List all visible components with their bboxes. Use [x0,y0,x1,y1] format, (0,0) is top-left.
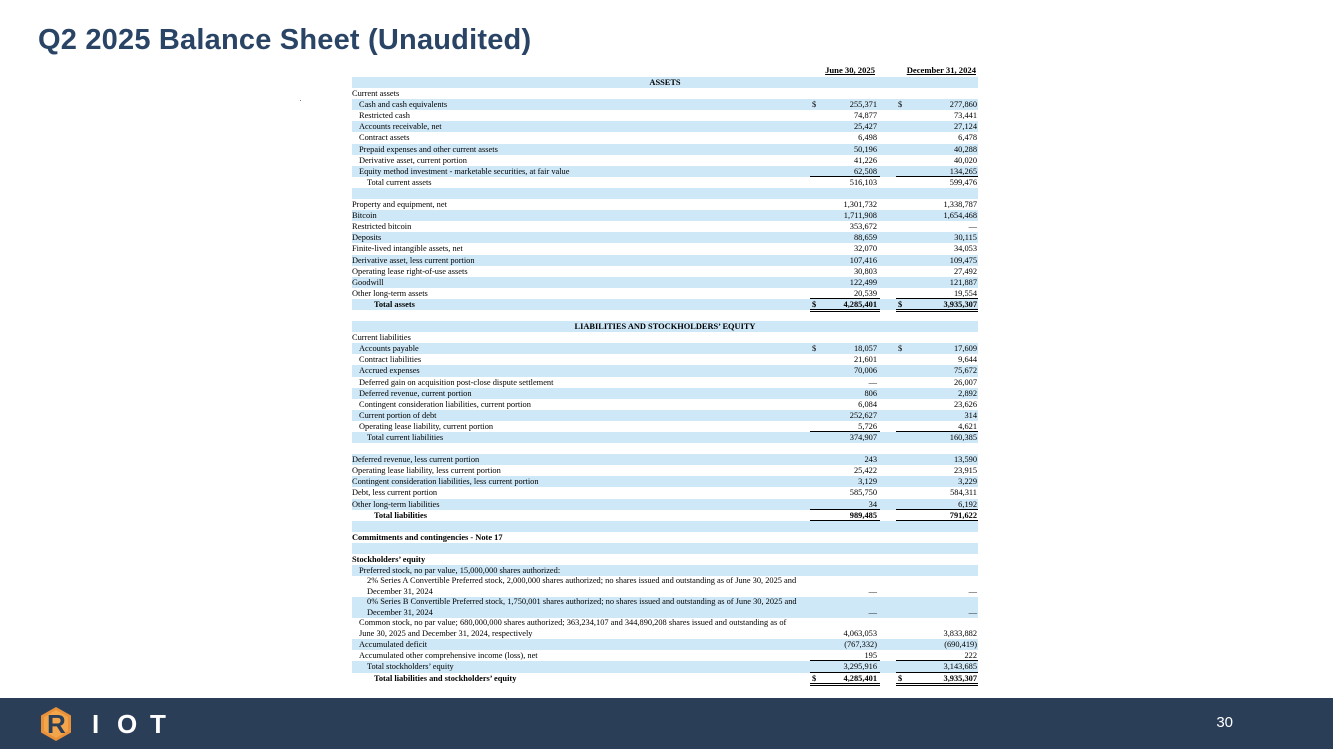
row-label: Restricted cash [359,111,410,121]
table-row [352,210,978,221]
value-june-2025: 25,427 [853,122,877,132]
row-label: Deferred revenue, less current portion [352,455,480,465]
value-june-2025: 374,907 [849,433,877,442]
currency-symbol: $ [812,100,817,110]
row-label: Equity method investment - marketable securities, at fair value [359,166,570,176]
table-row [352,532,978,543]
value-june-2025: — [868,607,877,617]
row-label: Total liabilities [374,510,427,520]
value-june-2025: 806 [864,388,877,398]
table-row [352,177,978,188]
value-june-2025: 3,129 [858,477,877,487]
value-dec-2024: 23,915 [953,466,977,476]
value-dec-2024: 27,492 [953,266,977,276]
row-label: Finite-lived intangible assets, net [352,244,463,254]
underline-rule [896,683,978,684]
row-label: Contract assets [359,133,410,143]
value-dec-2024: 75,672 [953,366,977,376]
value-dec-2024: 277,860 [949,100,977,110]
column-header-current: June 30, 2025 [825,65,875,75]
row-label: Accumulated other comprehensive income (loss), net [359,651,538,661]
value-dec-2024: 40,288 [953,144,977,154]
row-label: Current assets [352,89,400,99]
row-label: Accrued expenses [359,366,420,376]
value-dec-2024: 222 [964,651,977,661]
table-row [352,144,978,155]
value-june-2025: 25,422 [853,466,877,476]
table-row [352,618,978,639]
table-row [352,421,978,432]
row-label: Common stock, no par value; 680,000,000 shares authorized; 363,234,107 and 344,890,208 shares issued and outstanding as of June 30, 2025 and December 31, 2024, respectively [359,618,787,638]
value-dec-2024: 6,478 [958,133,977,143]
value-dec-2024: 34,053 [953,244,977,254]
value-dec-2024: 1,338,787 [943,200,977,210]
table-row [352,661,978,672]
table-row [352,99,978,110]
row-label: 0% Series B Convertible Preferred stock, 1,750,001 shares authorized; no shares issued and outstanding as of June 30, 2025 and December 31, 2024 [367,597,797,617]
row-label: Deposits [352,233,382,243]
value-dec-2024: 134,265 [949,166,977,176]
stray-dot [300,100,301,101]
table-row [352,266,978,277]
table-row [352,597,978,618]
page-number: 30 [1216,714,1233,731]
value-june-2025: 50,196 [853,144,877,154]
value-dec-2024: 27,124 [953,122,977,132]
value-june-2025: 1,301,732 [843,200,877,210]
row-label: Property and equipment, net [352,200,447,210]
value-june-2025: 1,711,908 [843,211,877,221]
value-june-2025: 5,726 [858,421,877,431]
double-underline-rule [810,685,880,686]
double-underline-rule [896,685,978,686]
section-header-row [352,77,978,88]
value-dec-2024: 109,475 [949,255,977,265]
row-label: Current liabilities [352,333,411,343]
currency-symbol: $ [812,299,817,309]
value-june-2025: 195 [864,651,877,661]
value-dec-2024: 314 [964,410,977,420]
row-label: Other long-term liabilities [352,499,440,509]
table-row [352,377,978,388]
table-row [352,277,978,288]
value-dec-2024: 3,229 [958,477,977,487]
row-label: Contract liabilities [359,355,422,365]
value-dec-2024: 4,621 [958,421,977,431]
table-row [352,639,978,650]
logo-letter-i: I [92,709,100,739]
value-june-2025: 32,070 [853,244,877,254]
table-row [352,487,978,498]
slide-title: Q2 2025 Balance Sheet (Unaudited) [38,24,532,56]
table-row [352,410,978,421]
value-dec-2024: — [968,607,977,617]
value-june-2025: 516,103 [849,177,877,187]
table-row [352,110,978,121]
value-dec-2024: 599,476 [949,177,977,187]
value-dec-2024: — [968,222,977,232]
table-row [352,288,978,299]
value-dec-2024: 30,115 [954,233,977,243]
currency-symbol: $ [898,299,903,309]
value-june-2025: 18,057 [853,344,877,354]
table-row [352,399,978,410]
currency-symbol: $ [812,344,817,354]
table-row [352,465,978,476]
row-label: Prepaid expenses and other current assets [359,144,498,154]
table-row [352,354,978,365]
table-row [352,499,978,510]
spacer-row [352,188,978,199]
table-row [352,232,978,243]
value-june-2025: 4,063,053 [843,628,877,638]
row-label: Contingent consideration liabilities, less current portion [352,477,539,487]
row-label: Accounts receivable, net [359,122,442,132]
row-label: 2% Series A Convertible Preferred stock, 2,000,000 shares authorized; no shares issued and outstanding as of June 30, 2025 and December 31, 2024 [367,576,797,596]
table-row [352,199,978,210]
value-june-2025: 21,601 [853,355,877,365]
value-dec-2024: 17,609 [953,344,977,354]
value-dec-2024: 26,007 [953,377,977,387]
table-row [352,166,978,177]
row-label: Accounts payable [359,344,419,354]
table-row [352,510,978,521]
section-title: LIABILITIES AND STOCKHOLDERS’ EQUITY [574,322,756,332]
value-dec-2024: (690,419) [944,640,977,650]
table-row [352,454,978,465]
value-dec-2024: 13,590 [953,455,977,465]
row-label: Commitments and contingencies - Note 17 [352,532,503,542]
row-label: Operating lease right-of-use assets [352,266,468,276]
row-label: Total stockholders’ equity [367,662,454,672]
footer-bar [0,698,1333,749]
value-june-2025: 20,539 [853,288,877,298]
value-june-2025: 6,498 [858,133,877,143]
value-june-2025: 353,672 [849,222,877,232]
table-row [352,299,978,310]
row-label: Goodwill [352,277,384,287]
value-dec-2024: 9,644 [958,355,977,365]
table-row [352,155,978,166]
row-label: Current portion of debt [359,410,437,420]
value-dec-2024: 6,192 [958,499,977,509]
row-label: Preferred stock, no par value, 15,000,000 shares authorized: [359,566,561,576]
value-june-2025: 34 [868,499,877,509]
value-dec-2024: 3,935,307 [943,673,977,683]
row-label: Contingent consideration liabilities, current portion [359,399,531,409]
currency-symbol: $ [898,344,903,354]
table-row [352,365,978,376]
row-label: Stockholders’ equity [352,555,426,565]
table-row [352,476,978,487]
table-row [352,132,978,143]
value-june-2025: 243 [864,455,877,465]
value-june-2025: 4,285,401 [843,673,877,683]
table-row [352,255,978,266]
value-june-2025: 30,803 [853,266,877,276]
row-label: Total assets [374,299,415,309]
value-dec-2024: — [968,586,977,596]
underline-rule [810,683,880,684]
row-label: Operating lease liability, current portion [359,421,494,431]
spacer-row [352,521,978,532]
value-dec-2024: 3,935,307 [943,299,977,309]
table-row [352,650,978,661]
spacer-row [352,443,978,454]
value-june-2025: 252,627 [849,410,877,420]
value-june-2025: 41,226 [853,155,877,165]
value-june-2025: — [868,377,877,387]
value-dec-2024: 1,654,468 [943,211,977,221]
row-label: Restricted bitcoin [352,222,412,232]
balance-sheet-rows [352,77,978,684]
value-june-2025: 6,084 [858,399,877,409]
value-june-2025: 70,006 [853,366,877,376]
currency-symbol: $ [812,673,817,683]
table-row [352,343,978,354]
table-row [352,673,978,684]
row-label: Total liabilities and stockholders’ equity [374,673,517,683]
row-label: Other long-term assets [352,288,428,298]
value-june-2025: 107,416 [849,255,877,265]
table-row [352,565,978,576]
table-row [352,243,978,254]
row-label: Bitcoin [352,211,377,221]
value-dec-2024: 40,020 [953,155,977,165]
row-label: Deferred gain on acquisition post-close dispute settlement [359,377,554,387]
row-label: Accumulated deficit [359,640,428,650]
column-headers [352,65,978,77]
row-label: Deferred revenue, current portion [359,388,472,398]
value-dec-2024: 121,887 [949,277,977,287]
logo-letter-r: R [47,709,66,739]
currency-symbol: $ [898,673,903,683]
spacer-row [352,543,978,554]
value-june-2025: 255,371 [849,100,877,110]
row-label: Derivative asset, less current portion [352,255,475,265]
value-june-2025: (767,332) [844,640,877,650]
value-dec-2024: 2,892 [958,388,977,398]
logo-letter-t: T [150,709,166,739]
table-row [352,554,978,565]
row-label: Total current assets [367,177,432,187]
value-dec-2024: 791,622 [949,510,977,520]
value-dec-2024: 160,385 [949,433,977,442]
value-dec-2024: 73,441 [953,111,977,121]
value-dec-2024: 19,554 [953,288,977,298]
value-dec-2024: 584,311 [950,488,977,498]
table-row [352,332,978,343]
table-row [352,221,978,232]
value-dec-2024: 23,626 [953,399,977,409]
table-row [352,432,978,443]
row-label: Cash and cash equivalents [359,100,448,110]
value-june-2025: 74,877 [853,111,877,121]
section-header-row [352,321,978,332]
value-june-2025: 3,295,916 [843,662,877,672]
value-june-2025: 4,285,401 [843,299,877,309]
row-label: Derivative asset, current portion [359,155,467,165]
row-label: Operating lease liability, less current portion [352,466,501,476]
table-row [352,576,978,597]
currency-symbol: $ [898,100,903,110]
balance-sheet-table [352,65,978,684]
value-june-2025: 62,508 [853,166,877,176]
spacer-row [352,310,978,321]
value-dec-2024: 3,143,685 [943,662,977,672]
value-june-2025: 585,750 [849,488,877,498]
table-row [352,121,978,132]
table-row [352,88,978,99]
value-june-2025: 122,499 [849,277,877,287]
row-label: Total current liabilities [367,433,444,442]
value-june-2025: 88,659 [853,233,877,243]
column-header-prior: December 31, 2024 [906,65,976,75]
logo-letter-o: O [117,709,138,739]
value-dec-2024: 3,833,882 [943,628,977,638]
value-june-2025: — [868,586,877,596]
value-june-2025: 989,485 [849,510,877,520]
row-label: Debt, less current portion [352,488,438,498]
section-title: ASSETS [649,78,681,87]
table-row [352,388,978,399]
